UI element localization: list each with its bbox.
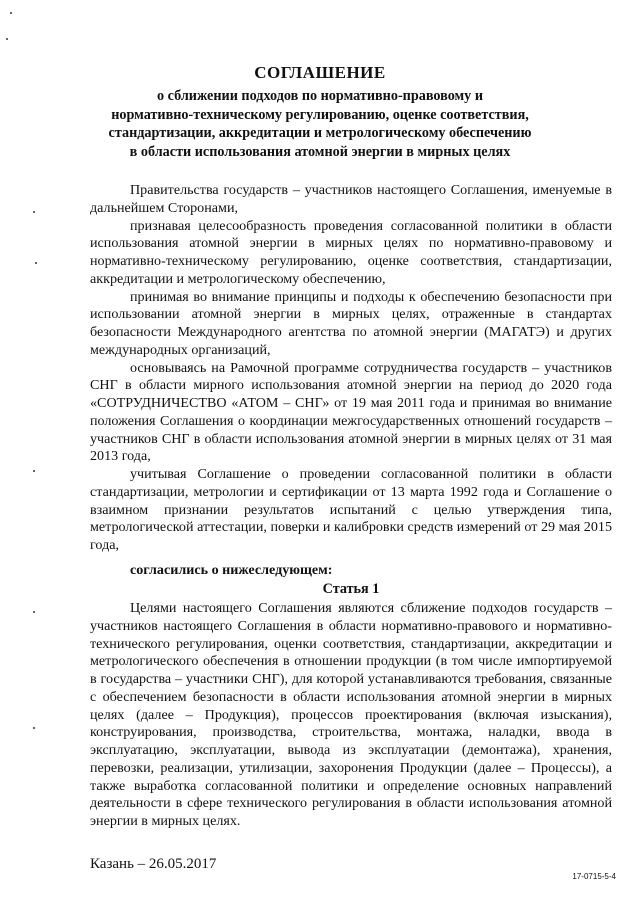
article-title: Статья 1: [322, 581, 380, 597]
document-subtitle: [80, 87, 560, 161]
subtitle-line: о сближении подходов по нормативно-правовому и: [156, 88, 484, 104]
scan-speck: [6, 38, 8, 40]
scan-speck: [33, 211, 35, 213]
preamble: [90, 182, 612, 580]
scan-speck: [33, 727, 35, 729]
agreed-statement: согласились о нижеследующем:: [130, 561, 333, 578]
subtitle-line: нормативно-техническому регулированию, оценке соответствия,: [111, 106, 529, 123]
article-body: [90, 600, 612, 831]
preamble-paragraph: основываясь на Рамочной программе сотрудничества государств – участников СНГ в области мирного использования атомной энергии на период до 2020 года «СОТРУДНИЧЕСТВО «АТОМ – СНГ» от 19 мая 2011 года и принимая во внимание положения Соглашения о координации межгосударственных отношений государств – участников СНГ в области использования атомной энергии в мирных целях от 31 мая 2013 года,: [90, 359, 612, 465]
subtitle-line: стандартизации, аккредитации и метрологическому обеспечению: [108, 125, 532, 142]
subtitle-line: в области использования атомной энергии в мирных целях: [129, 143, 511, 160]
preamble-paragraph: принимая во внимание принципы и подходы к обеспечению безопасности при использовании атомной энергии в мирных целях, отраженные в стандартах безопасности Международного агентства по атомной энергии (МАГАТЭ) и других международных организаций,: [90, 288, 612, 358]
document-code: 17-0715-5-4: [572, 872, 616, 881]
scan-speck: [10, 12, 12, 14]
preamble-paragraph: учитывая Соглашение о проведении согласованной политики в области стандартизации, метрологии и сертификации от 13 марта 1992 года и Соглашение о взаимном признании результатов испытаний с целью утверждения типа, метрологической аттестации, поверки и калибровки средств измерений от 29 мая 2015 года,: [90, 466, 612, 553]
preamble-paragraph: Правительства государств – участников настоящего Соглашения, именуемые в дальнейшем Сторонами,: [90, 182, 612, 216]
place-date: Казань – 26.05.2017: [90, 856, 217, 872]
scan-speck: [35, 262, 37, 264]
preamble-paragraph: признавая целесообразность проведения согласованной политики в области использования атомной энергии в мирных целях по нормативно-правовому и нормативно-техническому регулированию, оценке соответствия, стандартизации, аккредитации и метрологическому обеспечению,: [90, 217, 612, 287]
document-title: СОГЛАШЕНИЕ: [254, 63, 386, 82]
scan-speck: [33, 611, 35, 613]
scan-speck: [33, 470, 35, 472]
article-paragraph: Целями настоящего Соглашения являются сближение подходов государств – участников настоящего Соглашения в области нормативно-правового и нормативно-технического регулирования, оценки соответствия, стандартизации, аккредитации и метрологического обеспечения в отношении продукции (в том числе импортируемой в государства – участники СНГ), для которой устанавливаются требования, связанные с обеспечением безопасности в области использования атомной энергии в мирных целях (далее – Продукция), процессов проектирования (включая изыскания), конструирования, производства, строительства, монтажа, наладки, ввода в эксплуатацию, эксплуатации, вывода из эксплуатации (демонтажа), хранения, перевозки, реализации, утилизации, захоронения Продукции (далее – Процессы), а также выработка согласованной политики и определение основных направлений деятельности в сфере технического регулирования в области использования атомной энергии в мирных целях.: [90, 600, 612, 829]
